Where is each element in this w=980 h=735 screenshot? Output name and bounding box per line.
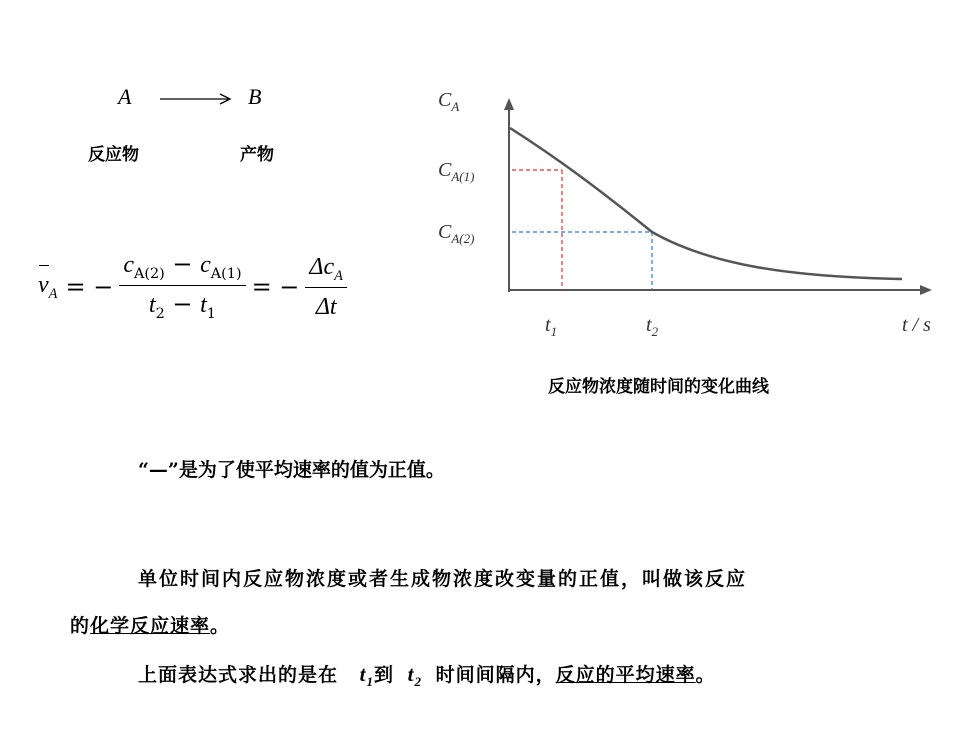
formula-equals-minus-1: = − <box>65 272 114 301</box>
y-axis-label: $C_A$ <box>438 89 460 114</box>
concentration-curve <box>510 128 902 279</box>
product-symbol: B <box>248 84 262 109</box>
y-mark-label-1: $C_{A(1)}$ <box>438 159 475 184</box>
definition-line-1: 单位时间内反应物浓度或者生成物浓度改变量的正值，叫做该反应 <box>138 568 748 590</box>
x-axis-arrow-icon <box>920 285 932 295</box>
y-mark-label-2: $C_{A(2)}$ <box>438 221 475 246</box>
definition-line-2: 的化学反应速率。 <box>70 615 231 637</box>
formula-fraction-2: $\frac{\Delta c_A}{\Delta t}$ <box>305 254 347 319</box>
concentration-time-chart <box>430 80 960 340</box>
x-mark-label-1: $t_1$ <box>545 314 558 339</box>
product-label: 产物 <box>240 145 274 165</box>
chart-caption: 反应物浓度随时间的变化曲线 <box>548 377 769 397</box>
x-axis-label: t / s <box>902 314 931 336</box>
x-mark-label-2: $t_2$ <box>646 314 659 339</box>
term-average-reaction-rate: 反应的平均速率 <box>555 664 696 686</box>
y-axis-arrow-icon <box>504 98 514 110</box>
term-chemical-reaction-rate: 化学反应速率 <box>90 615 211 637</box>
formula-equals-minus-2: = − <box>251 272 300 301</box>
reaction-arrow-icon <box>158 92 234 106</box>
formula-v: $v_A$ <box>38 271 58 302</box>
average-rate-statement: 上面表达式求出的是在 $t_1$到 $t_2$ 时间间隔内，反应的平均速率。 <box>138 662 716 689</box>
formula-fraction-1: $\frac{c_{A(2)} - c_{A(1)}}{t_2 - t_1}$ <box>119 252 245 321</box>
reactant-symbol: A <box>118 84 132 109</box>
reactant-label: 反应物 <box>88 145 139 165</box>
average-rate-formula <box>38 252 353 321</box>
minus-sign-explanation: “—”是为了使平均速率的值为正值。 <box>138 459 445 481</box>
